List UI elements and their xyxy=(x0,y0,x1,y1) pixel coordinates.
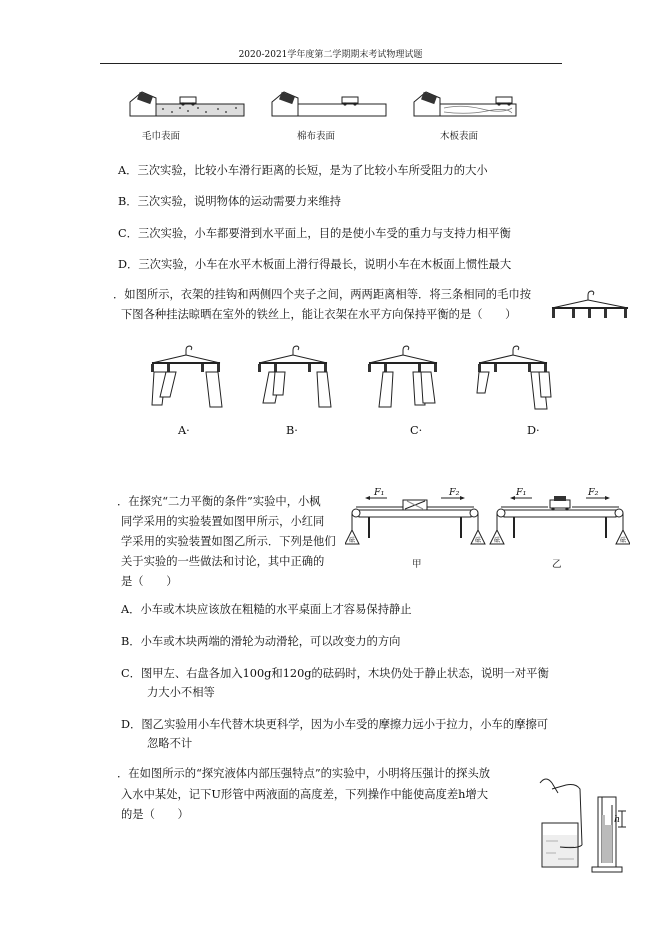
option-b: B．三次实验，说明物体的运动需要力来维持 xyxy=(118,195,341,208)
surface-figures xyxy=(128,84,518,126)
hanger-icon xyxy=(548,288,632,324)
pressure-question-line-3: 的是（ ） xyxy=(121,808,189,821)
caption-wood: 木板表面 xyxy=(440,131,479,142)
label-yi: 乙 xyxy=(552,559,562,570)
pressure-question-line-2: 入水中某处，记下U形管中两液面的高度差，下列操作中能使高度差h增大 xyxy=(121,788,489,801)
balance-option-b: B．小车或木块两端的滑轮为动滑轮，可以改变力的方向 xyxy=(121,635,401,648)
hanger-question-line-2: 下图各种挂法晾晒在室外的铁丝上，能让衣架在水平方向保持平衡的是（ ） xyxy=(121,308,517,321)
label-f1-right: F₁ xyxy=(516,487,527,498)
balance-question-line-1: ．在探究“二力平衡的条件”实验中，小枫 xyxy=(117,495,321,508)
label-f1-left: F₁ xyxy=(374,487,385,498)
balance-option-c-line-1: C．图甲左、右盘各加入100g和120g的砝码时，木块仍处于静止状态，说明一对平衡 xyxy=(121,667,549,680)
balance-option-d-line-2: 忽略不计 xyxy=(147,737,193,750)
hanger-choices-figure xyxy=(140,345,560,420)
caption-towel: 毛巾表面 xyxy=(142,131,181,142)
balance-option-c-line-2: 力大小不相等 xyxy=(147,686,215,699)
balance-question-line-2: 同学采用的实验装置如图甲所示，小红同 xyxy=(121,515,325,528)
choice-a: A· xyxy=(178,424,190,437)
header-rule xyxy=(100,63,562,64)
balance-question-line-3: 学采用的实验装置如图乙所示．下列是他们 xyxy=(121,535,336,548)
label-h: h xyxy=(614,814,621,825)
pressure-gauge-figure xyxy=(536,775,631,875)
balance-option-a: A．小车或木块应该放在粗糙的水平桌面上才容易保持静止 xyxy=(121,603,412,616)
label-f2-right: F₂ xyxy=(588,487,599,498)
label-jia: 甲 xyxy=(412,559,422,570)
page-header: 2020-2021学年度第二学期期末考试物理试题 xyxy=(238,50,423,60)
option-c: C．三次实验，小车都要滑到水平面上，目的是使小车受的重力与支持力相平衡 xyxy=(118,227,511,240)
option-d: D．三次实验，小车在水平木板面上滑行得最长，说明小车在木板面上惯性最大 xyxy=(118,258,512,271)
balance-question-line-5: 是（ ） xyxy=(121,575,178,588)
choice-d: D· xyxy=(527,424,540,437)
balance-apparatus-figure xyxy=(345,488,630,563)
pressure-question-line-1: ．在如图所示的“探究液体内部压强特点”的实验中，小明将压强计的探头放 xyxy=(117,767,491,780)
balance-question-line-4: 关于实验的一些做法和讨论，其中正确的 xyxy=(121,555,325,568)
option-a: A．三次实验，比较小车滑行距离的长短，是为了比较小车所受阻力的大小 xyxy=(118,164,488,177)
label-f2-left: F₂ xyxy=(449,487,460,498)
hanger-question-line-1: ．如图所示，衣架的挂钩和两侧四个夹子之间，两两距离相等．将三条相同的毛巾按 xyxy=(113,288,531,301)
choice-b: B· xyxy=(286,424,298,437)
choice-c: C· xyxy=(410,424,423,437)
caption-cotton: 棉布表面 xyxy=(297,131,336,142)
balance-option-d-line-1: D．图乙实验用小车代替木块更科学，因为小车受的摩擦力远小于拉力，小车的摩擦可 xyxy=(121,718,549,731)
